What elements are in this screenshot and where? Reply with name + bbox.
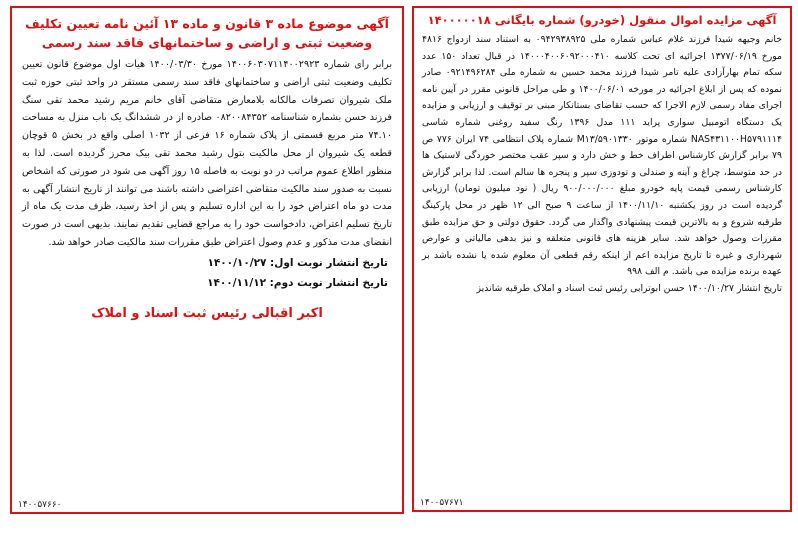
left-notice-signature: اکبر اقبالی رئیس ثبت اسناد و املاک	[91, 305, 323, 321]
publish-date-first: تاریخ انتشار نوبت اول: ۱۴۰۰/۱۰/۲۷	[207, 256, 388, 269]
left-notice-code: ۱۴۰۰۵۷۶۶۰	[18, 500, 62, 510]
right-notice-footer: تاریخ انتشار ۱۴۰۰/۱۰/۲۷ حسن ابوترابی رئیس ثبت اسناد و املاک طرقبه شاندیز	[476, 282, 782, 294]
right-notice-code: ۱۴۰۰۵۷۶۷۱	[420, 498, 464, 508]
left-notice-body: برابر رای شماره ۱۴۰۰۶۰۳۰۷۱۱۴۰۰۲۹۲۳ مورخ ۱۴۰۰/۰۳/۳۰ هیات اول موضوع قانون تعیین تکلیف وضعیت ثبتی اراضی و ساختمانهای فاقد سند رسمی مستقر در واحد ثبتی حوزه ثبت ملک شیروان تصرفات مالکانه بلامعارض متقاضی آقای خانم مریم رشید محمد تقی سنگ فرزند حسن بشماره شناسنامه ۰۸۲۰۰۸۴۳۵۲ صادره از در ششدانگ یک باب منزل به مساحت ۷۴.۱۰ متر مربع قسمتی از پلاک شماره ۱۶ فرعی از ۱۰۳۲ اصلی واقع در بخش ۵ قوچان قطعه یک شیروان از محل مالکیت بتول رشید محمد تقی بیک محرز گردیده است. لذا به منظور اطلاع عموم مراتب در دو نوبت به فاصله ۱۵ روز آگهی می شود در صورتی که اشخاص نسبت به صدور سند مالکیت متقاضی اعتراضی داشته باشند می توانند از تاریخ انتشار آگهی به مدت دو ماه اعتراض خود را به این اداره تسلیم و پس از اخذ رسید، ظرف مدت یک ماه از تاریخ تسلیم اعتراض، دادخواست خود را به مراجع قضایی تقدیم نمایند. بدیهی است در صورت انقضای مدت مذکور و عدم وصول اعتراض طبق مقررات سند مالکیت صادر خواهد شد.	[22, 59, 393, 248]
publish-date-second: تاریخ انتشار نوبت دوم: ۱۴۰۰/۱۱/۱۲	[207, 276, 388, 289]
right-notice-body: خانم وجیهه شیدا فرزند غلام عباس شماره ملی ۰۹۴۲۹۳۸۹۲۵ به استناد سند ازدواج ۴۸۱۶ مورخ ۱۳۷۷/۰۶/۱۹ اجرائیه ای تحت کلاسه ۱۴۰۰۰۴۰۰۶۰۹۲۰۰۰۴۱۰ در قبال تعداد ۱۵۰ عدد سکه تمام بهارآزادی علیه تامر شیدا فرزند محمد حسین به شماره ملی ۰۹۲۱۴۹۶۲۸۴ صادر نموده که پس از ابلاغ اجرائیه در مورخه ۱۴۰۰/۰۶/۰۱ و طی مراحل قانونی مقرر در آیین نامه اجرای مفاد رسمی لازم الاجرا که حسب تقاضای بستانکار مبنی بر توقیف و ارزیابی و مزایده یک دستگاه اتومبیل سواری پراید ۱۱۱ مدل ۱۳۹۶ رنگ سفید روغنی شماره شاسی NAS۴۳۱۱۰۰H۵۷۹۱۱۱۴ شماره موتور M۱۳/۵۹۰۱۳۳۰ شماره پلاک انتظامی ۷۴ ایران ۷۷۶ ص ۷۹ برابر گزارش کارشناس اطراف خط و خش دارد و سپر عقب مختصر خوردگی لاستیک ها در حد متوسط، چراغ و آینه و صندلی و تودوزی سپر و پنجره ها سالم است. لذا برابر گزارش کارشناس رسمی قیمت پایه خودرو مبلغ ۹۰۰/۰۰۰/۰۰۰ ریال ( نود میلیون تومان) ارزیابی گردیده است در روز یکشنبه ۱۴۰۰/۱۱/۱۰ از ساعت ۹ صبح الی ۱۲ ظهر در محل پارکینگ طرقبه شروع و به بالاترین قیمت پیشنهادی واگذار می گردد. حقوق دولتی و حق مزایده طبق مقررات وصول خواهد شد. سایر هزینه های قانونی متعلقه و نیز بدهی مالیاتی و عوارض شهرداری و غیره تا تاریخ مزایده اعم از اینکه رقم قطعی آن معلوم شده یا نشده باشد بر عهده برنده مزایده می باشد. م الف ۹۹۸	[422, 34, 783, 278]
left-notice	[10, 6, 404, 514]
right-notice	[412, 6, 792, 512]
right-notice-title: آگهی مزایده اموال منقول (خودرو) شماره بایگانی ۱۴۰۰۰۰۰۱۸	[427, 13, 777, 27]
left-notice-title: آگهی موضوع ماده ۳ قانون و ماده ۱۳ آئین نامه تعیین تکلیف وضعیت ثبتی و اراضی و ساختمانهای فاقد سند رسمی	[25, 16, 389, 50]
